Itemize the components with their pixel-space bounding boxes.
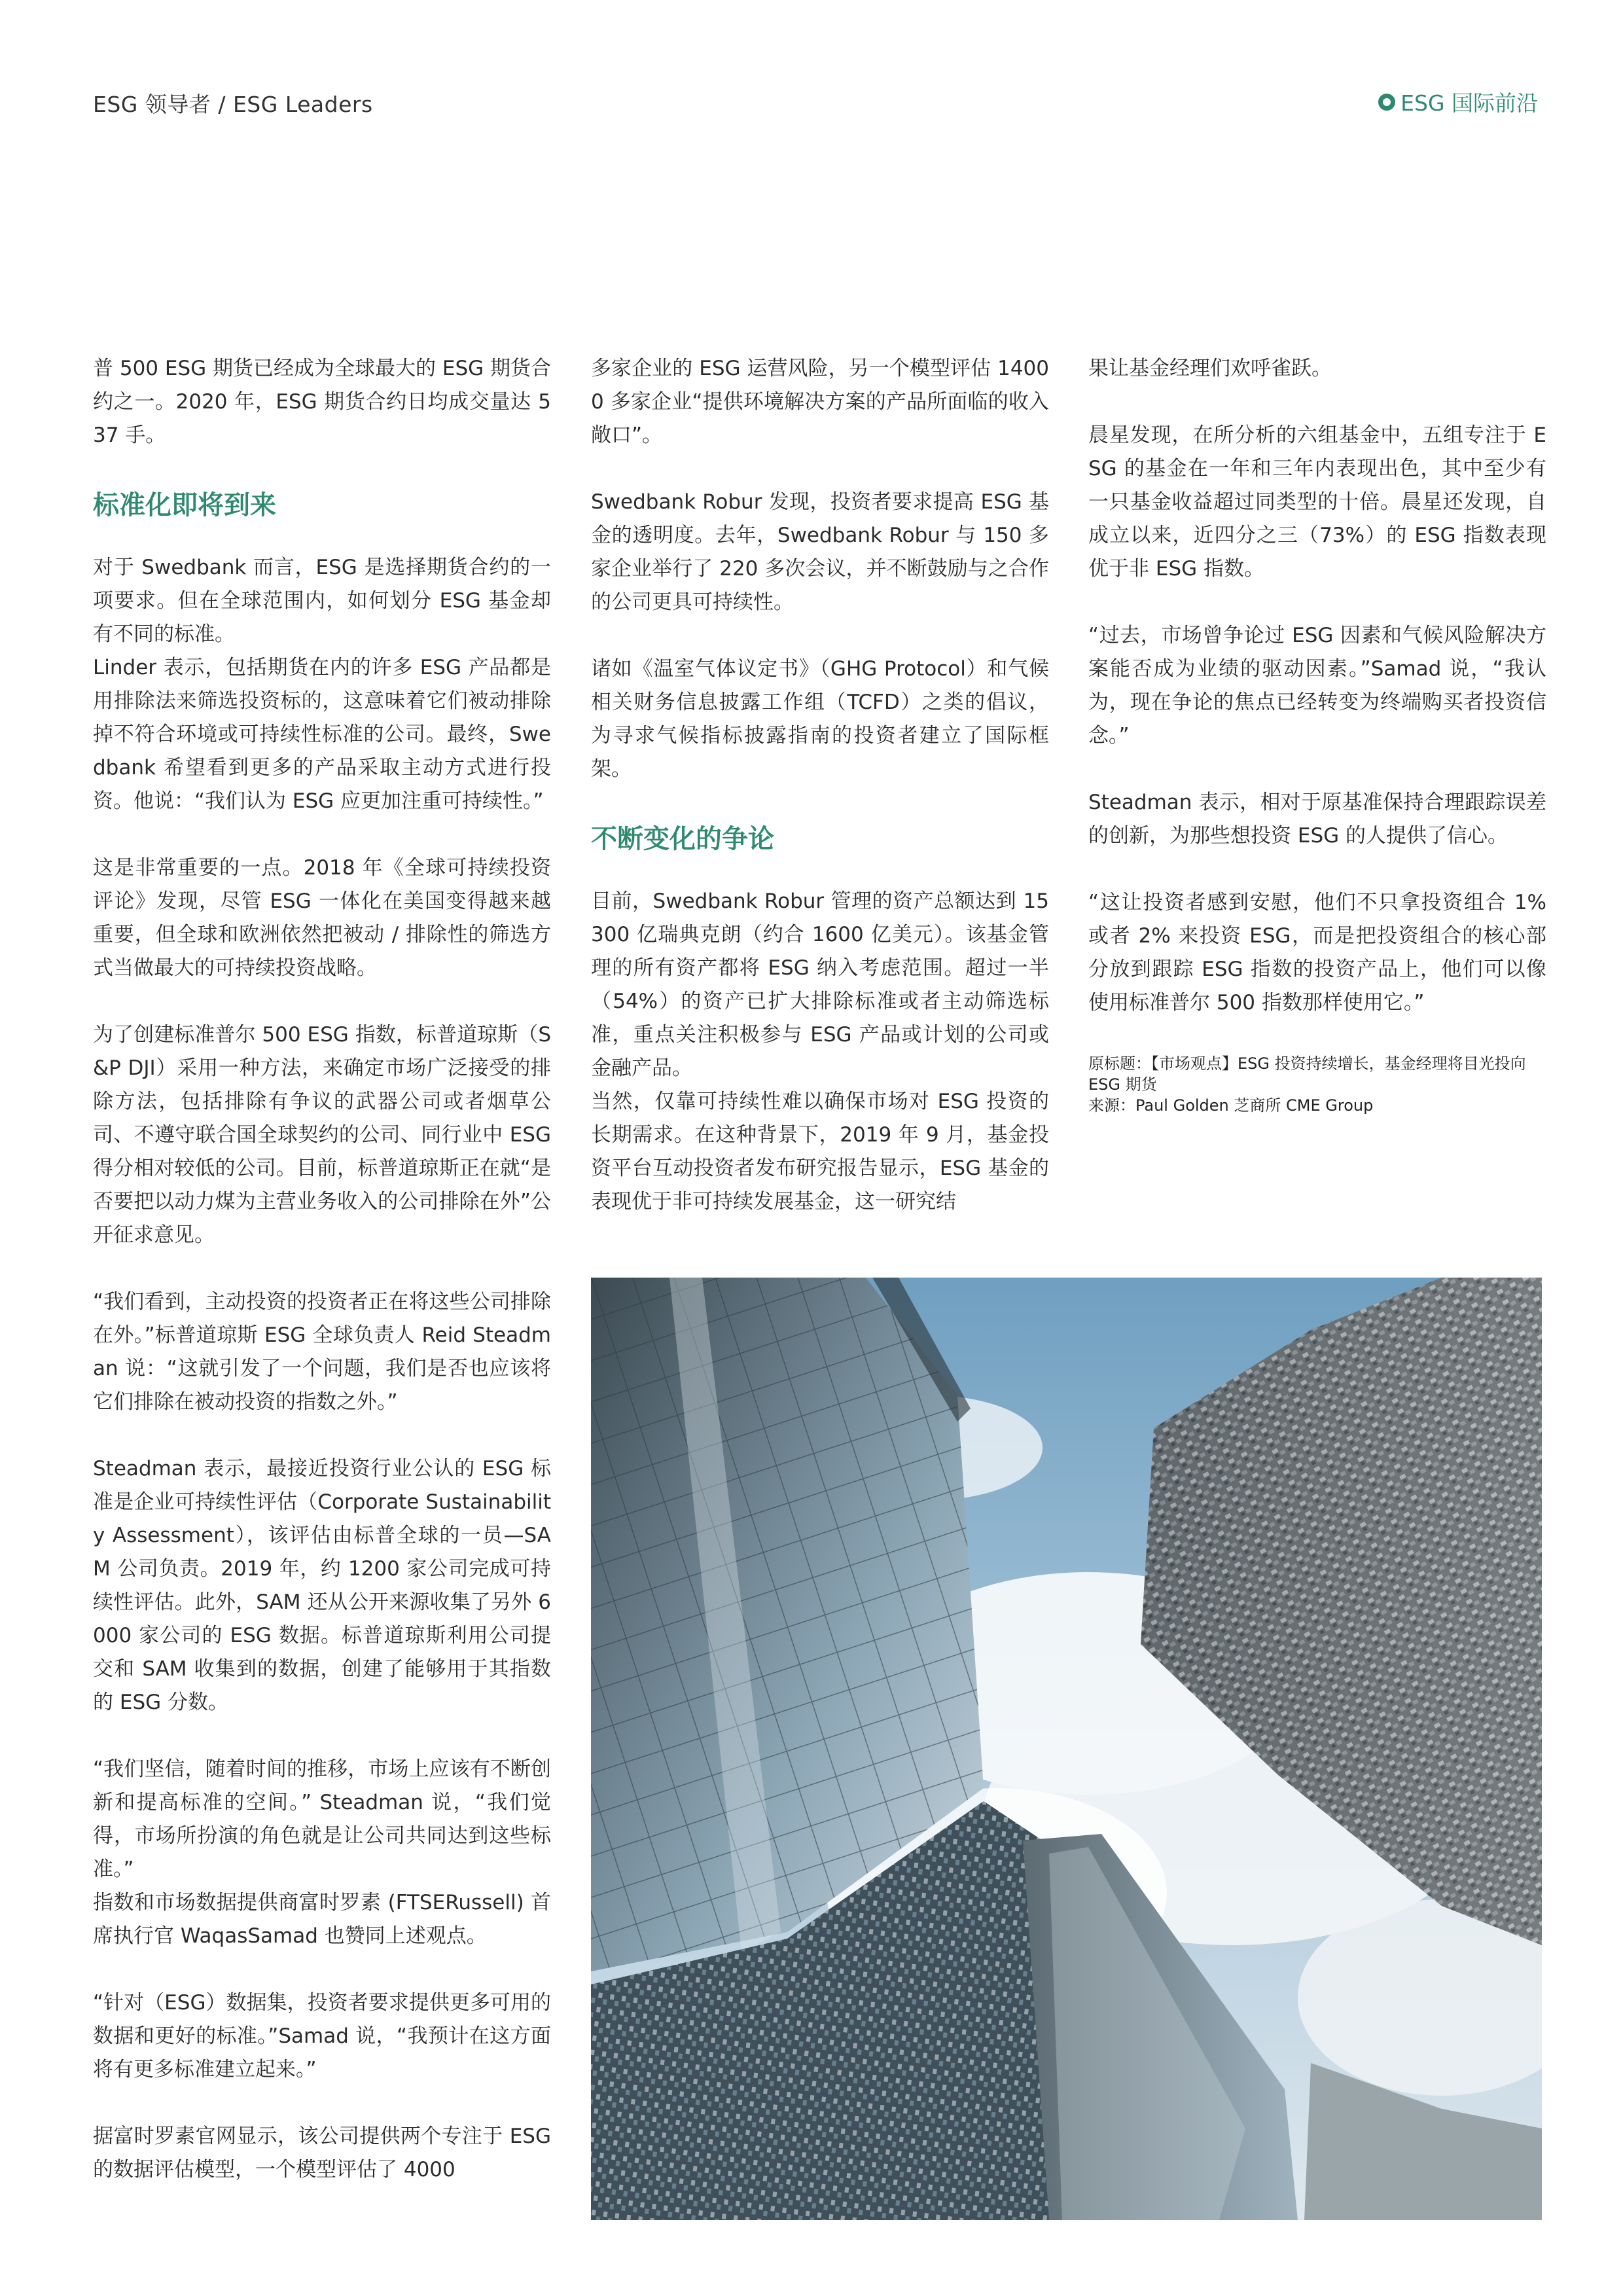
paragraph: 为了创建标准普尔 500 ESG 指数，标普道琼斯（S&P DJI）采用一种方法，来确定市场广泛接受的排除方法，包括排除有争议的武器公司或者烟草公司、不遵守联合国全球契约的公司、同行业中 ESG 得分相对较低的公司。目前，标普道琼斯正在就“是否要把以动力煤为主营业务收入的公司排除在外”公开征求意见。 — [93, 1023, 551, 1247]
paragraph: 对于 Swedbank 而言，ESG 是选择期货合约的一项要求。但在全球范围内，如何划分 ESG 基金却有不同的标准。 — [93, 556, 551, 646]
paragraph: “我们坚信，随着时间的推移，市场上应该有不断创新和提高标准的空间。” Steadman 说，“我们觉得，市场所扮演的角色就是让公司共同达到这些标准。” — [93, 1757, 551, 1881]
paragraph: 据富时罗素官网显示，该公司提供两个专注于 ESG 的数据评估模型，一个模型评估了 4000 — [93, 2125, 551, 2181]
paragraph: 这是非常重要的一点。2018 年《全球可持续投资评论》发现，尽管 ESG 一体化在美国变得越来越重要，但全球和欧洲依然把被动 / 排除性的筛选方式当做最大的可持续投资战略。 — [93, 856, 551, 980]
article-column-2 — [591, 352, 1049, 1252]
paragraph: Linder 表示，包括期货在内的许多 ESG 产品都是用排除法来筛选投资标的，这意味着它们被动排除掉不符合环境或可持续性标准的公司。最终，Swedbank 希望看到更多的产品采取主动方式进行投资。他说：“我们认为 ESG 应更加注重可持续性。” — [93, 656, 551, 813]
paragraph: 晨星发现，在所分析的六组基金中，五组专注于 ESG 的基金在一年和三年内表现出色，其中至少有一只基金收益超过同类型的十倍。晨星还发现，自成立以来，近四分之三（73%）的 ESG 指数表现优于非 ESG 指数。 — [1088, 423, 1546, 581]
section-tag — [1378, 86, 1538, 117]
section-title: ESG 领导者 / ESG Leaders — [93, 92, 373, 117]
subheading-changing-debate: 不断变化的争论 — [591, 824, 774, 854]
paragraph: Swedbank Robur 发现，投资者要求提高 ESG 基金的透明度。去年，Swedbank Robur 与 150 多家企业举行了 220 多次会议，并不断鼓励与之合作的公司更具可持续性。 — [591, 490, 1049, 614]
source-attribution: 来源：Paul Golden 芝商所 CME Group — [1088, 1096, 1374, 1115]
paragraph: 当然，仅靠可持续性难以确保市场对 ESG 投资的长期需求。在这种背景下，2019 年 9 月，基金投资平台互动投资者发布研究报告显示，ESG 基金的表现优于非可持续发展基金，这一研究结 — [591, 1090, 1049, 1213]
article-column-3 — [1088, 352, 1546, 1116]
paragraph: “过去，市场曾争论过 ESG 因素和气候风险解决方案能否成为业绩的驱动因素。”Samad 说，“我认为，现在争论的焦点已经转变为终端购买者投资信念。” — [1088, 624, 1546, 747]
paragraph: 多家企业的 ESG 运营风险，另一个模型评估 14000 多家企业“提供环境解决方案的产品所面临的收入敞口”。 — [591, 357, 1049, 447]
skyscrapers-photo — [591, 1278, 1542, 2220]
paragraph: “我们看到，主动投资的投资者正在将这些公司排除在外。”标普道琼斯 ESG 全球负责人 Reid Steadman 说：“这就引发了一个问题，我们是否也应该将它们排除在被动投资的指数之外。” — [93, 1290, 551, 1414]
paragraph: 目前，Swedbank Robur 管理的资产总额达到 15300 亿瑞典克朗（约合 1600 亿美元）。该基金管理的所有资产都将 ESG 纳入考虑范围。超过一半（54%）的资产已扩大排除标准或者主动筛选标准，重点关注积极参与 ESG 产品或计划的公司或金融产品。 — [591, 889, 1049, 1080]
source-original-title: 原标题：【市场观点】ESG 投资持续增长，基金经理将目光投向 ESG 期货 — [1088, 1054, 1526, 1094]
article-column-1 — [93, 352, 551, 2220]
paragraph: 诸如《温室气体议定书》（GHG Protocol）和气候相关财务信息披露工作组（TCFD）之类的倡议，为寻求气候指标披露指南的投资者建立了国际框架。 — [591, 657, 1049, 781]
paragraph: 指数和市场数据提供商富时罗素 (FTSERussell) 首席执行官 WaqasSamad 也赞同上述观点。 — [93, 1891, 551, 1948]
paragraph: Steadman 表示，相对于原基准保持合理跟踪误差的创新，为那些想投资 ESG 的人提供了信心。 — [1088, 791, 1546, 848]
paragraph: “这让投资者感到安慰，他们不只拿投资组合 1% 或者 2% 来投资 ESG，而是把投资组合的核心部分放到跟踪 ESG 指数的投资产品上，他们可以像使用标准普尔 500 指数那样使用它。” — [1088, 891, 1546, 1014]
paragraph: “针对（ESG）数据集，投资者要求提供更多可用的数据和更好的标准。”Samad 说，“我预计在这方面将有更多标准建立起来。” — [93, 1991, 551, 2081]
paragraph: Steadman 表示，最接近投资行业公认的 ESG 标准是企业可持续性评估（Corporate Sustainability Assessment），该评估由标普全球的一员—SAM 公司负责。2019 年，约 1200 家公司完成可持续性评估。此外，SAM 还从公开来源收集了另外 6000 家公司的 ESG 数据。标普道琼斯利用公司提交和 SAM 收集到的数据，创建了能够用于其指数的 ESG 分数。 — [93, 1457, 551, 1714]
circle-icon — [1378, 94, 1395, 111]
paragraph: 普 500 ESG 期货已经成为全球最大的 ESG 期货合约之一。2020 年，ESG 期货合约日均成交量达 537 手。 — [93, 357, 552, 447]
source-note — [1088, 1053, 1546, 1116]
subheading-standardization: 标准化即将到来 — [93, 490, 276, 520]
section-tag-label: ESG 国际前沿 — [1400, 90, 1538, 116]
paragraph: 果让基金经理们欢呼雀跃。 — [1088, 357, 1332, 380]
